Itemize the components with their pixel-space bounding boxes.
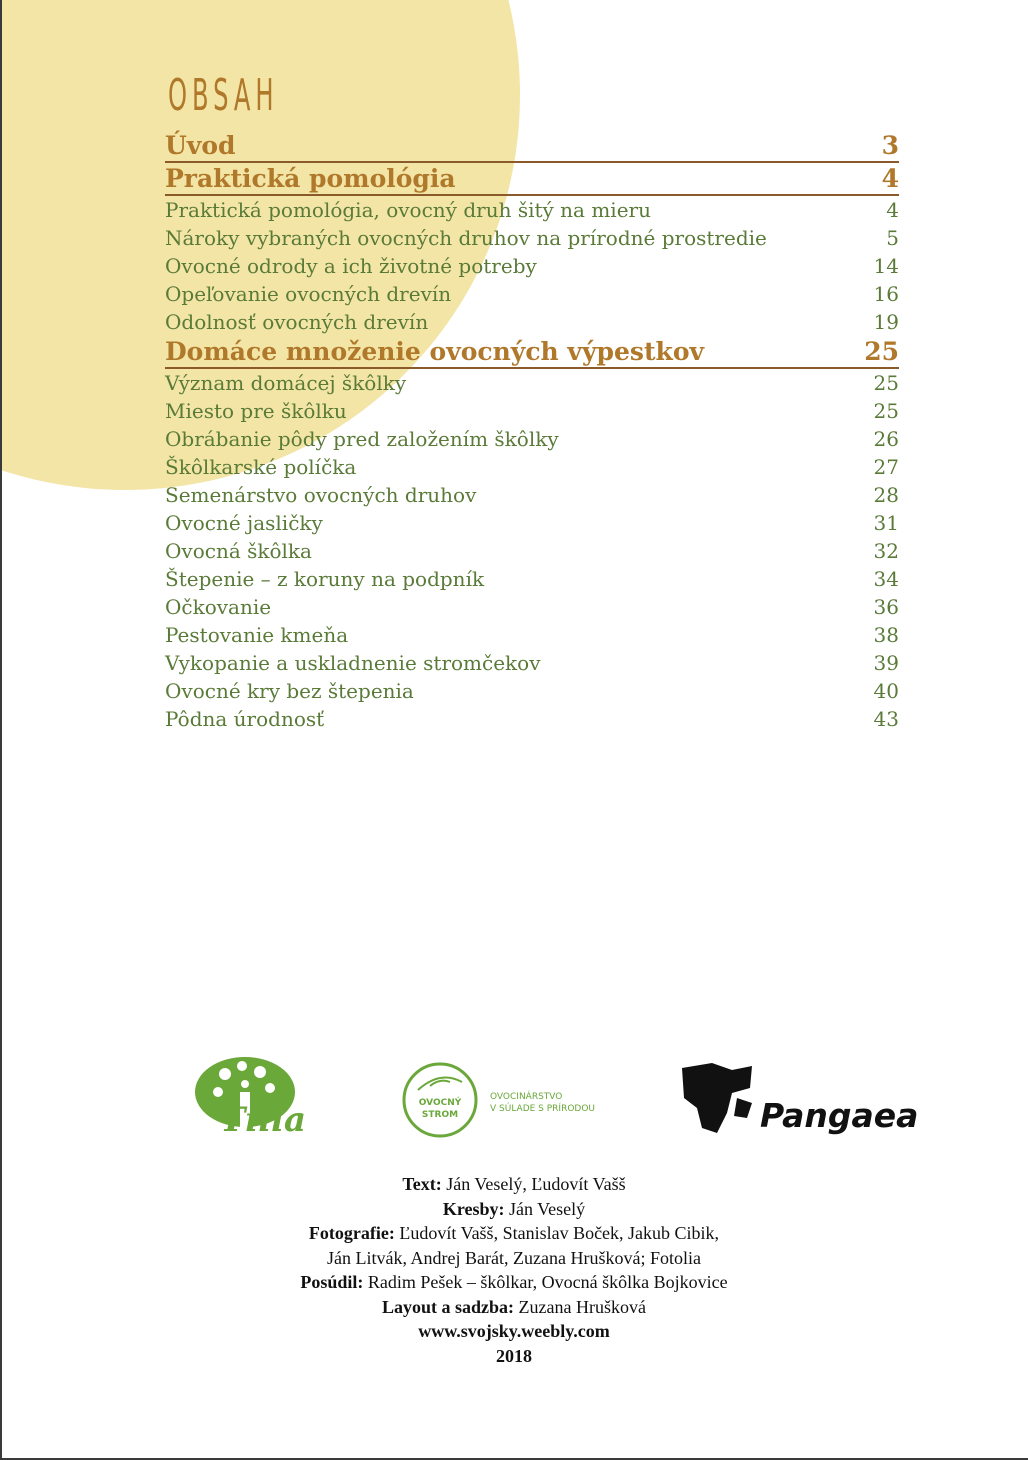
credit-line [0,1319,1028,1344]
toc-entry-row[interactable] [165,280,899,308]
toc-section-row[interactable] [165,130,899,163]
toc-page-number: 25 [864,337,899,366]
pangaea-logo [672,1058,922,1148]
credit-value: Radim Pešek – škôlkar, Ovocná škôlka Bojkovice [363,1272,728,1292]
toc-entry-row[interactable] [165,677,899,705]
toc-entry-row[interactable] [165,369,899,397]
tilia-logo-text: Tilia [220,1100,307,1140]
credit-line [0,1246,1028,1271]
ovocny-strom-tagline2: V SÚLADE S PRÍRODOU [490,1104,596,1114]
toc-entry-title: Význam domácej škôlky [165,371,407,395]
credit-line [0,1270,1028,1295]
credit-value: 2018 [496,1345,532,1366]
credit-label: Posúdil: [300,1272,364,1292]
toc-page-number: 40 [873,679,899,703]
page-title: OBSAH [168,70,279,121]
toc-entry-row[interactable] [165,593,899,621]
toc-entry-title: Odolnosť ovocných drevín [165,310,429,334]
toc-entry-title: Vykopanie a uskladnenie stromčekov [165,651,541,675]
credit-value: Ján Veselý, Ľudovít Vašš [441,1174,626,1194]
toc-entry-title: Škôlkarské políčka [165,455,357,479]
toc-entry-title: Pestovanie kmeňa [165,623,349,647]
toc-page-number: 32 [873,539,899,563]
toc-page-number: 25 [873,371,899,395]
toc-page-number: 4 [881,164,899,193]
credit-value: Ľudovít Vašš, Stanislav Boček, Jakub Cibik, [394,1223,720,1243]
credit-label: Text: [402,1174,442,1194]
toc-entry-row[interactable] [165,537,899,565]
toc-entry-row[interactable] [165,481,899,509]
credit-label: Kresby: [442,1198,505,1219]
toc-entry-row[interactable] [165,649,899,677]
toc-entry-title: Domáce množenie ovocných výpestkov [165,337,705,366]
toc-entry-title: Praktická pomológia [165,164,456,193]
toc-entry-row[interactable] [165,621,899,649]
toc-page-number: 14 [873,254,899,278]
ovocny-strom-tagline1: OVOCINÁRSTVO [490,1092,563,1102]
toc-entry-title: Ovocné jasličky [165,511,323,535]
credit-line [0,1197,1028,1222]
toc-entry-title: Obrábanie pôdy pred založením škôlky [165,427,559,451]
table-of-contents [165,130,899,733]
toc-page-number: 5 [886,226,899,250]
toc-entry-row[interactable] [165,453,899,481]
toc-page-number: 38 [873,623,899,647]
credit-value: Ján Veselý [504,1198,586,1219]
toc-page-number: 3 [881,131,899,160]
credit-line [0,1295,1028,1320]
pangaea-logo-text: Pangaea [760,1096,919,1135]
credit-label: Layout a sadzba: [382,1296,515,1317]
toc-entry-row[interactable] [165,397,899,425]
credit-line [0,1172,1028,1197]
tilia-logo [190,1052,310,1147]
credit-value: Ján Litvák, Andrej Barát, Zuzana Hrušková; Fotolia [327,1247,701,1268]
ovocny-strom-logo [400,1060,620,1140]
toc-entry-row[interactable] [165,224,899,252]
credit-value: Zuzana Hrušková [514,1296,646,1317]
toc-entry-title: Ovocné kry bez štepenia [165,679,414,703]
toc-page-number: 31 [873,511,899,535]
credit-label: Fotografie: [308,1223,395,1243]
credit-value: www.svojsky.weebly.com [418,1321,610,1341]
toc-page-number: 25 [873,399,899,423]
toc-page-number: 34 [873,567,899,591]
credit-line [0,1221,1028,1246]
ovocny-strom-badge-line2: STROM [421,1110,459,1120]
toc-page-number: 43 [873,707,899,731]
credit-line [0,1344,1028,1369]
logo-strip [0,1050,1028,1150]
toc-entry-title: Pôdna úrodnosť [165,707,325,731]
toc-entry-row[interactable] [165,308,899,336]
toc-section-row[interactable] [165,336,899,369]
toc-entry-title: Úvod [165,131,236,160]
toc-entry-title: Praktická pomológia, ovocný druh šitý na mieru [165,198,651,222]
toc-entry-row[interactable] [165,196,899,224]
toc-page-number: 26 [873,427,899,451]
toc-entry-title: Nároky vybraných ovocných druhov na prírodné prostredie [165,226,767,250]
toc-entry-title: Opeľovanie ovocných drevín [165,282,452,306]
toc-page-number: 28 [873,483,899,507]
toc-page-number: 16 [873,282,899,306]
toc-entry-row[interactable] [165,509,899,537]
toc-entry-row[interactable] [165,565,899,593]
toc-entry-title: Ovocná škôlka [165,539,312,563]
toc-entry-title: Miesto pre škôlku [165,399,347,423]
credits-block [0,1172,1028,1368]
ovocny-strom-badge-line1: OVOCNÝ [418,1098,462,1108]
toc-entry-row[interactable] [165,252,899,280]
toc-section-row[interactable] [165,163,899,196]
toc-entry-row[interactable] [165,425,899,453]
world-map-logo-icon [672,1058,762,1143]
toc-page-number: 4 [886,198,899,222]
toc-entry-title: Ovocné odrody a ich životné potreby [165,254,537,278]
toc-entry-title: Očkovanie [165,595,272,619]
toc-page-number: 36 [873,595,899,619]
toc-entry-title: Semenárstvo ovocných druhov [165,483,477,507]
toc-page-number: 19 [873,310,899,334]
toc-page-number: 39 [873,651,899,675]
toc-entry-title: Štepenie – z koruny na podpník [165,567,485,591]
toc-entry-row[interactable] [165,705,899,733]
toc-page-number: 27 [873,455,899,479]
